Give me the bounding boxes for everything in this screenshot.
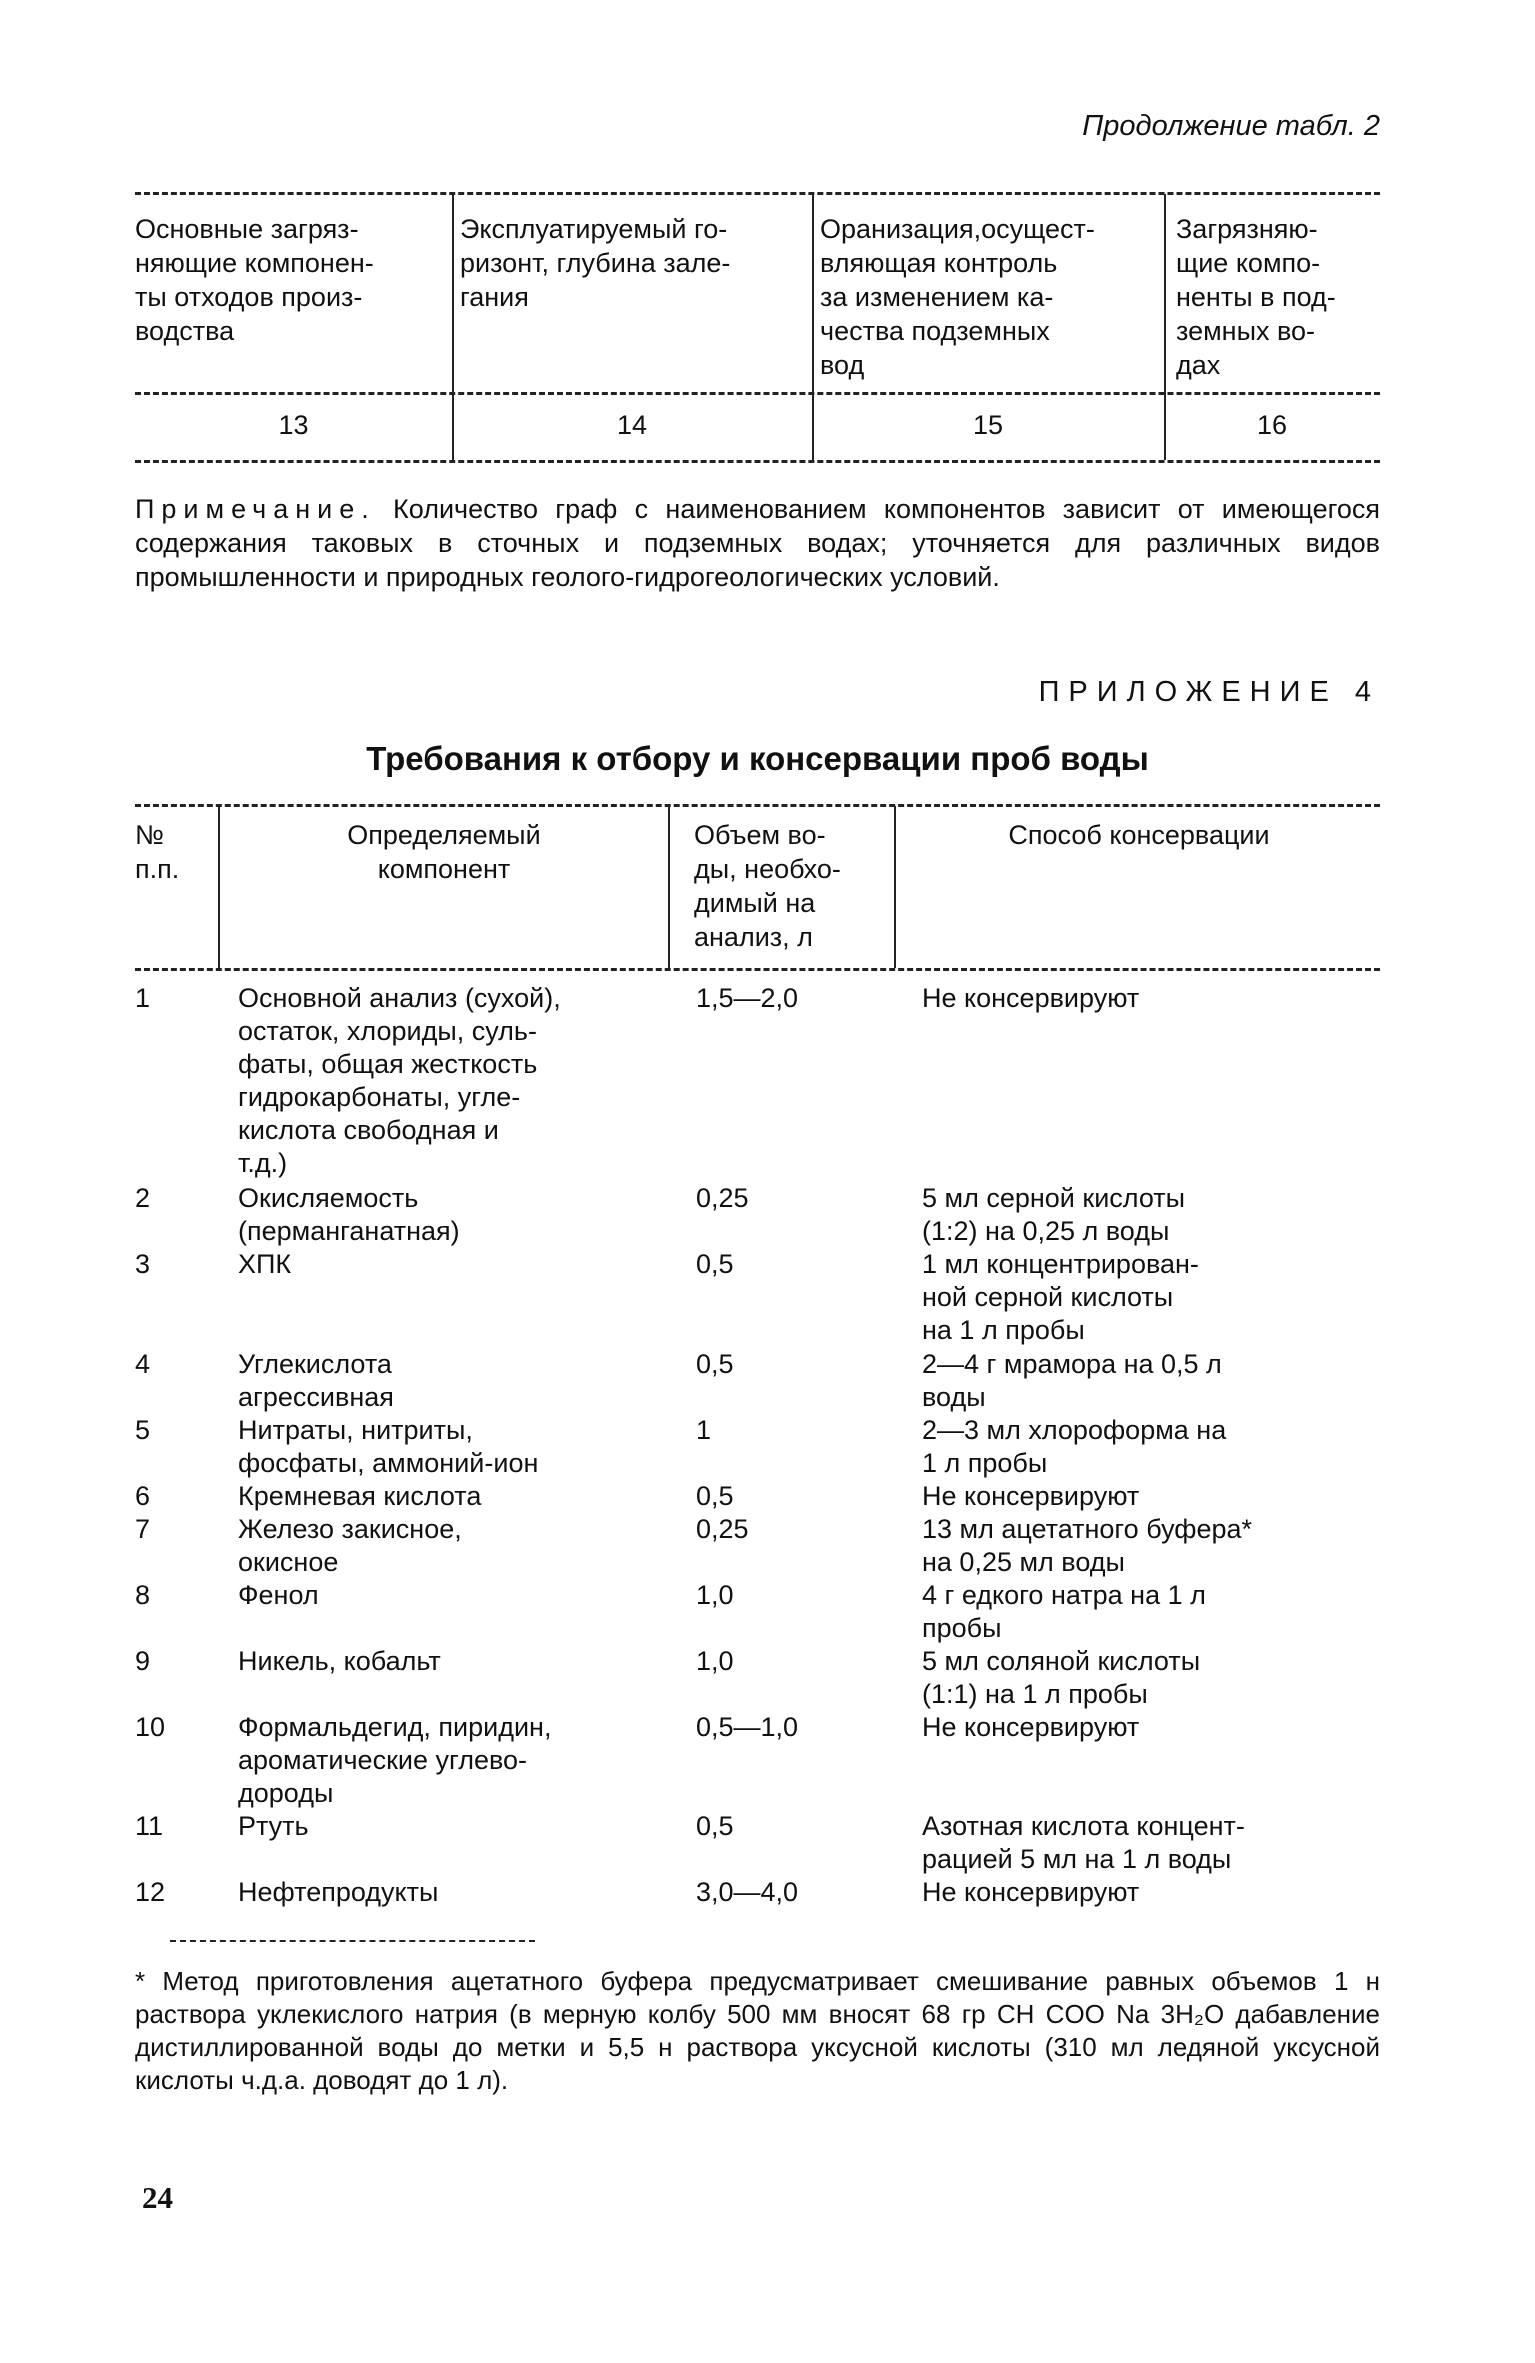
row-preservation: Не консервируют: [922, 1712, 1140, 1742]
table-rule: [135, 392, 1380, 395]
row-component: ХПК: [238, 1249, 292, 1279]
row-volume: 1,5—2,0: [696, 983, 799, 1013]
appendix-title: Требования к отбору и консервации проб воды: [366, 740, 1149, 777]
row-number: 3: [135, 1249, 151, 1279]
header-component: Определяемый компонент: [347, 820, 541, 884]
row-volume: 3,0—4,0: [696, 1877, 799, 1907]
table-col-divider: [894, 806, 896, 968]
row-preservation: 4 г едкого натра на 1 л пробы: [922, 1580, 1206, 1643]
footnote: * Метод приготовления ацетатного буфера предусматривает смешивание равных объемов 1 н раствора уклекислого натрия (в мерную колбу 500 мм вносят 68 гр CH COO Na 3H₂O дабавление дистиллированной воды до метки и 5,5 н раствора уксусной кислоты (310 мл ледяной уксусной кислоты ч.д.а. доводят до 1 л).: [135, 1966, 1380, 2095]
table-column-number: 16: [1256, 410, 1288, 440]
footnote-rule: [170, 1940, 535, 1942]
row-number: 1: [135, 983, 151, 1013]
note-paragraph: [135, 492, 1380, 594]
row-preservation: 2—4 г мрамора на 0,5 л воды: [922, 1349, 1222, 1412]
row-volume: 1,0: [696, 1580, 734, 1610]
row-component: Кремневая кислота: [238, 1481, 482, 1511]
row-volume: 0,5: [696, 1249, 734, 1279]
table-header-cell: Загрязняю- щие компо- ненты в под- земных во- дах: [1176, 214, 1336, 380]
note-text: Количество граф с наименованием компонентов зависит от имеющегося содержания таковых в сточных и подземных водах; уточняется для различных видов промышленности и природных геолого-гидрогеологических условий.: [135, 494, 1380, 592]
row-volume: 0,5: [696, 1349, 734, 1379]
table-column-number: 15: [972, 410, 1004, 440]
appendix-label: ПРИЛОЖЕНИЕ 4: [1038, 676, 1380, 708]
row-volume: 0,5: [696, 1811, 734, 1841]
row-preservation: Не консервируют: [922, 1481, 1140, 1511]
row-number: 11: [135, 1811, 164, 1841]
row-volume: 0,25: [696, 1183, 749, 1213]
table-column-number: 14: [616, 410, 648, 440]
table-column-number: 13: [278, 410, 309, 440]
table-col-divider: [668, 806, 670, 968]
row-component: Фенол: [238, 1580, 319, 1610]
row-volume: 0,5: [696, 1481, 734, 1511]
row-component: Формальдегид, пиридин, ароматические углево- дороды: [238, 1712, 552, 1808]
page-number: 24: [142, 2180, 173, 2215]
table-header-cell: Эксплуатируемый го- ризонт, глубина зале- гания: [460, 214, 731, 312]
row-number: 7: [135, 1514, 151, 1544]
row-component: Окисляемость (перманганатная): [238, 1183, 460, 1246]
row-component: Никель, кобальт: [238, 1646, 441, 1676]
note-label: Примечание.: [135, 494, 376, 524]
table-col-divider: [218, 806, 220, 968]
row-component: Железо закисное, окисное: [238, 1514, 462, 1577]
row-number: 6: [135, 1481, 151, 1511]
row-preservation: 5 мл серной кислоты (1:2) на 0,25 л воды: [922, 1183, 1186, 1246]
row-volume: 1,0: [696, 1646, 734, 1676]
table-header-cell: Основные загряз- няющие компонен- ты отходов произ- водства: [135, 214, 374, 346]
row-component: Ртуть: [238, 1811, 309, 1841]
row-number: 2: [135, 1183, 151, 1213]
row-component: Нитраты, нитриты, фосфаты, аммоний-ион: [238, 1415, 539, 1478]
row-volume: 0,25: [696, 1514, 749, 1544]
row-number: 4: [135, 1349, 151, 1379]
row-preservation: Не консервируют: [922, 983, 1140, 1013]
row-number: 8: [135, 1580, 151, 1610]
continuation-title: Продолжение табл. 2: [1082, 110, 1380, 142]
table-rule: [135, 968, 1380, 971]
header-volume: Объем во- ды, необхо- димый на анализ, л: [694, 820, 841, 952]
row-preservation: 5 мл соляной кислоты (1:1) на 1 л пробы: [922, 1646, 1201, 1709]
row-number: 9: [135, 1646, 151, 1676]
row-number: 5: [135, 1415, 151, 1445]
row-preservation: 13 мл ацетатного буфера* на 0,25 мл воды: [922, 1514, 1253, 1577]
row-component: Углекислота агрессивная: [238, 1349, 394, 1412]
row-volume: 1: [696, 1415, 712, 1445]
row-number: 10: [135, 1712, 166, 1742]
table-rule: [135, 460, 1380, 463]
row-preservation: 2—3 мл хлороформа на 1 л пробы: [922, 1415, 1227, 1478]
table-rule: [135, 804, 1380, 807]
row-preservation: Не консервируют: [922, 1877, 1140, 1907]
table-rule: [135, 192, 1380, 195]
table-header-cell: Оранизация,осущест- вляющая контроль за изменением ка- чества подземных вод: [820, 214, 1095, 380]
row-preservation: Азотная кислота концент- рацией 5 мл на 1 л воды: [922, 1811, 1245, 1874]
row-volume: 0,5—1,0: [696, 1712, 799, 1742]
row-number: 12: [135, 1877, 166, 1907]
header-num: № п.п.: [135, 820, 180, 884]
header-preservation: Способ консервации: [1008, 820, 1270, 850]
row-component: Нефтепродукты: [238, 1877, 439, 1907]
row-component: Основной анализ (сухой), остаток, хлориды, суль- фаты, общая жесткость гидрокарбонаты, угле- кислота свободная и т.д.): [238, 983, 561, 1178]
row-preservation: 1 мл концентрирован- ной серной кислоты на 1 л пробы: [922, 1249, 1199, 1345]
